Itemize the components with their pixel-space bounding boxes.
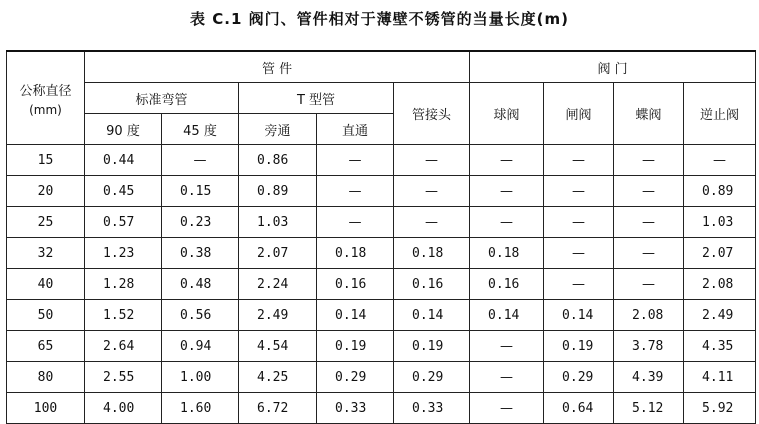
table-cell: 0.48 <box>162 269 239 300</box>
row-diameter-cell: 20 <box>7 176 85 207</box>
header-std-elbow: 标准弯管 <box>85 83 239 114</box>
header-deg90: 90 度 <box>85 114 162 145</box>
table-cell: 0.19 <box>544 331 614 362</box>
table-cell: 0.29 <box>394 362 470 393</box>
table-cell: 0.19 <box>317 331 394 362</box>
table-cell: 4.54 <box>239 331 317 362</box>
table-row <box>7 300 756 331</box>
table-title: 表 C.1 阀门、管件相对于薄壁不锈管的当量长度(m) <box>190 10 569 28</box>
table-cell: — <box>317 176 394 207</box>
table-cell: 1.03 <box>239 207 317 238</box>
table-cell: — <box>394 176 470 207</box>
table-row <box>7 176 756 207</box>
table-cell: — <box>470 176 544 207</box>
table-cell: 0.16 <box>394 269 470 300</box>
table-cell: — <box>614 145 684 176</box>
table-cell: 0.57 <box>85 207 162 238</box>
row-diameter-cell: 25 <box>7 207 85 238</box>
table-cell: 3.78 <box>614 331 684 362</box>
table-cell: 2.55 <box>85 362 162 393</box>
table-cell: 5.92 <box>684 393 756 424</box>
table-row <box>7 269 756 300</box>
header-diameter-unit: (mm) <box>29 102 62 117</box>
header-branch: 旁通 <box>239 114 317 145</box>
table-cell: 0.18 <box>470 238 544 269</box>
table-cell: — <box>162 145 239 176</box>
header-valves-group: 阀 门 <box>470 51 756 83</box>
table-cell: — <box>614 207 684 238</box>
header-straight: 直通 <box>317 114 394 145</box>
row-diameter-cell: 65 <box>7 331 85 362</box>
table-cell: — <box>470 145 544 176</box>
table-cell: — <box>614 269 684 300</box>
table-cell: 0.18 <box>394 238 470 269</box>
header-butterfly-valve: 蝶阀 <box>614 83 684 145</box>
table-cell: 4.25 <box>239 362 317 393</box>
table-cell: 2.07 <box>684 238 756 269</box>
header-coupling: 管接头 <box>394 83 470 145</box>
table-cell: — <box>470 393 544 424</box>
header-check-valve: 逆止阀 <box>684 83 756 145</box>
table-row <box>7 145 756 176</box>
table-cell: 0.56 <box>162 300 239 331</box>
header-ball-valve: 球阀 <box>470 83 544 145</box>
table-cell: — <box>614 176 684 207</box>
table-cell: 0.64 <box>544 393 614 424</box>
table-row <box>7 362 756 393</box>
table-cell: 2.07 <box>239 238 317 269</box>
table-cell: 0.23 <box>162 207 239 238</box>
table-cell: 0.89 <box>684 176 756 207</box>
table-cell: — <box>470 331 544 362</box>
table-body <box>7 145 756 424</box>
table-cell: — <box>544 176 614 207</box>
row-diameter-cell: 15 <box>7 145 85 176</box>
header-diameter-label: 公称直径 <box>19 83 72 99</box>
table-cell: — <box>544 145 614 176</box>
table-cell: — <box>684 145 756 176</box>
row-diameter-cell: 32 <box>7 238 85 269</box>
table-row <box>7 331 756 362</box>
table-cell: — <box>614 238 684 269</box>
table-cell: 0.14 <box>470 300 544 331</box>
table-cell: 2.08 <box>614 300 684 331</box>
table-cell: 1.28 <box>85 269 162 300</box>
table-cell: 1.23 <box>85 238 162 269</box>
table-cell: — <box>394 207 470 238</box>
header-gate-valve: 闸阀 <box>544 83 614 145</box>
table-cell: — <box>317 207 394 238</box>
table-cell: 4.00 <box>85 393 162 424</box>
table-cell: 5.12 <box>614 393 684 424</box>
table-cell: 0.45 <box>85 176 162 207</box>
table-cell: 0.38 <box>162 238 239 269</box>
table-cell: — <box>317 145 394 176</box>
table-cell: 2.49 <box>239 300 317 331</box>
table-cell: 1.60 <box>162 393 239 424</box>
table-cell: 0.19 <box>394 331 470 362</box>
table-cell: 4.39 <box>614 362 684 393</box>
table-cell: 1.00 <box>162 362 239 393</box>
table-cell: 0.29 <box>317 362 394 393</box>
table-cell: 0.16 <box>470 269 544 300</box>
table-cell: 0.15 <box>162 176 239 207</box>
table-cell: 4.11 <box>684 362 756 393</box>
row-diameter-cell: 40 <box>7 269 85 300</box>
table-cell: 6.72 <box>239 393 317 424</box>
row-diameter-cell: 80 <box>7 362 85 393</box>
table-cell: 1.52 <box>85 300 162 331</box>
table-cell: — <box>544 238 614 269</box>
table-row <box>7 393 756 424</box>
table-cell: 0.18 <box>317 238 394 269</box>
table-cell: — <box>470 362 544 393</box>
table-cell: — <box>470 207 544 238</box>
table-cell: 2.08 <box>684 269 756 300</box>
table-cell: 2.49 <box>684 300 756 331</box>
table-cell: 0.44 <box>85 145 162 176</box>
equivalent-length-table <box>6 50 756 424</box>
table-cell: 0.86 <box>239 145 317 176</box>
table-cell: 4.35 <box>684 331 756 362</box>
table-cell: — <box>394 145 470 176</box>
table-cell: 0.33 <box>317 393 394 424</box>
header-tee: T 型管 <box>239 83 394 114</box>
table-cell: 2.24 <box>239 269 317 300</box>
table-cell: 0.29 <box>544 362 614 393</box>
table-cell: 1.03 <box>684 207 756 238</box>
table-cell: 0.33 <box>394 393 470 424</box>
row-diameter-cell: 50 <box>7 300 85 331</box>
table-cell: — <box>544 269 614 300</box>
table-cell: 0.89 <box>239 176 317 207</box>
table-cell: 0.16 <box>317 269 394 300</box>
table-row <box>7 207 756 238</box>
header-diameter <box>7 51 85 145</box>
header-fittings-group: 管 件 <box>85 51 470 83</box>
header-deg45: 45 度 <box>162 114 239 145</box>
table-cell: 0.14 <box>394 300 470 331</box>
table-cell: 0.14 <box>544 300 614 331</box>
table-cell: 2.64 <box>85 331 162 362</box>
row-diameter-cell: 100 <box>7 393 85 424</box>
table-cell: — <box>544 207 614 238</box>
table-cell: 0.94 <box>162 331 239 362</box>
table-row <box>7 238 756 269</box>
table-cell: 0.14 <box>317 300 394 331</box>
